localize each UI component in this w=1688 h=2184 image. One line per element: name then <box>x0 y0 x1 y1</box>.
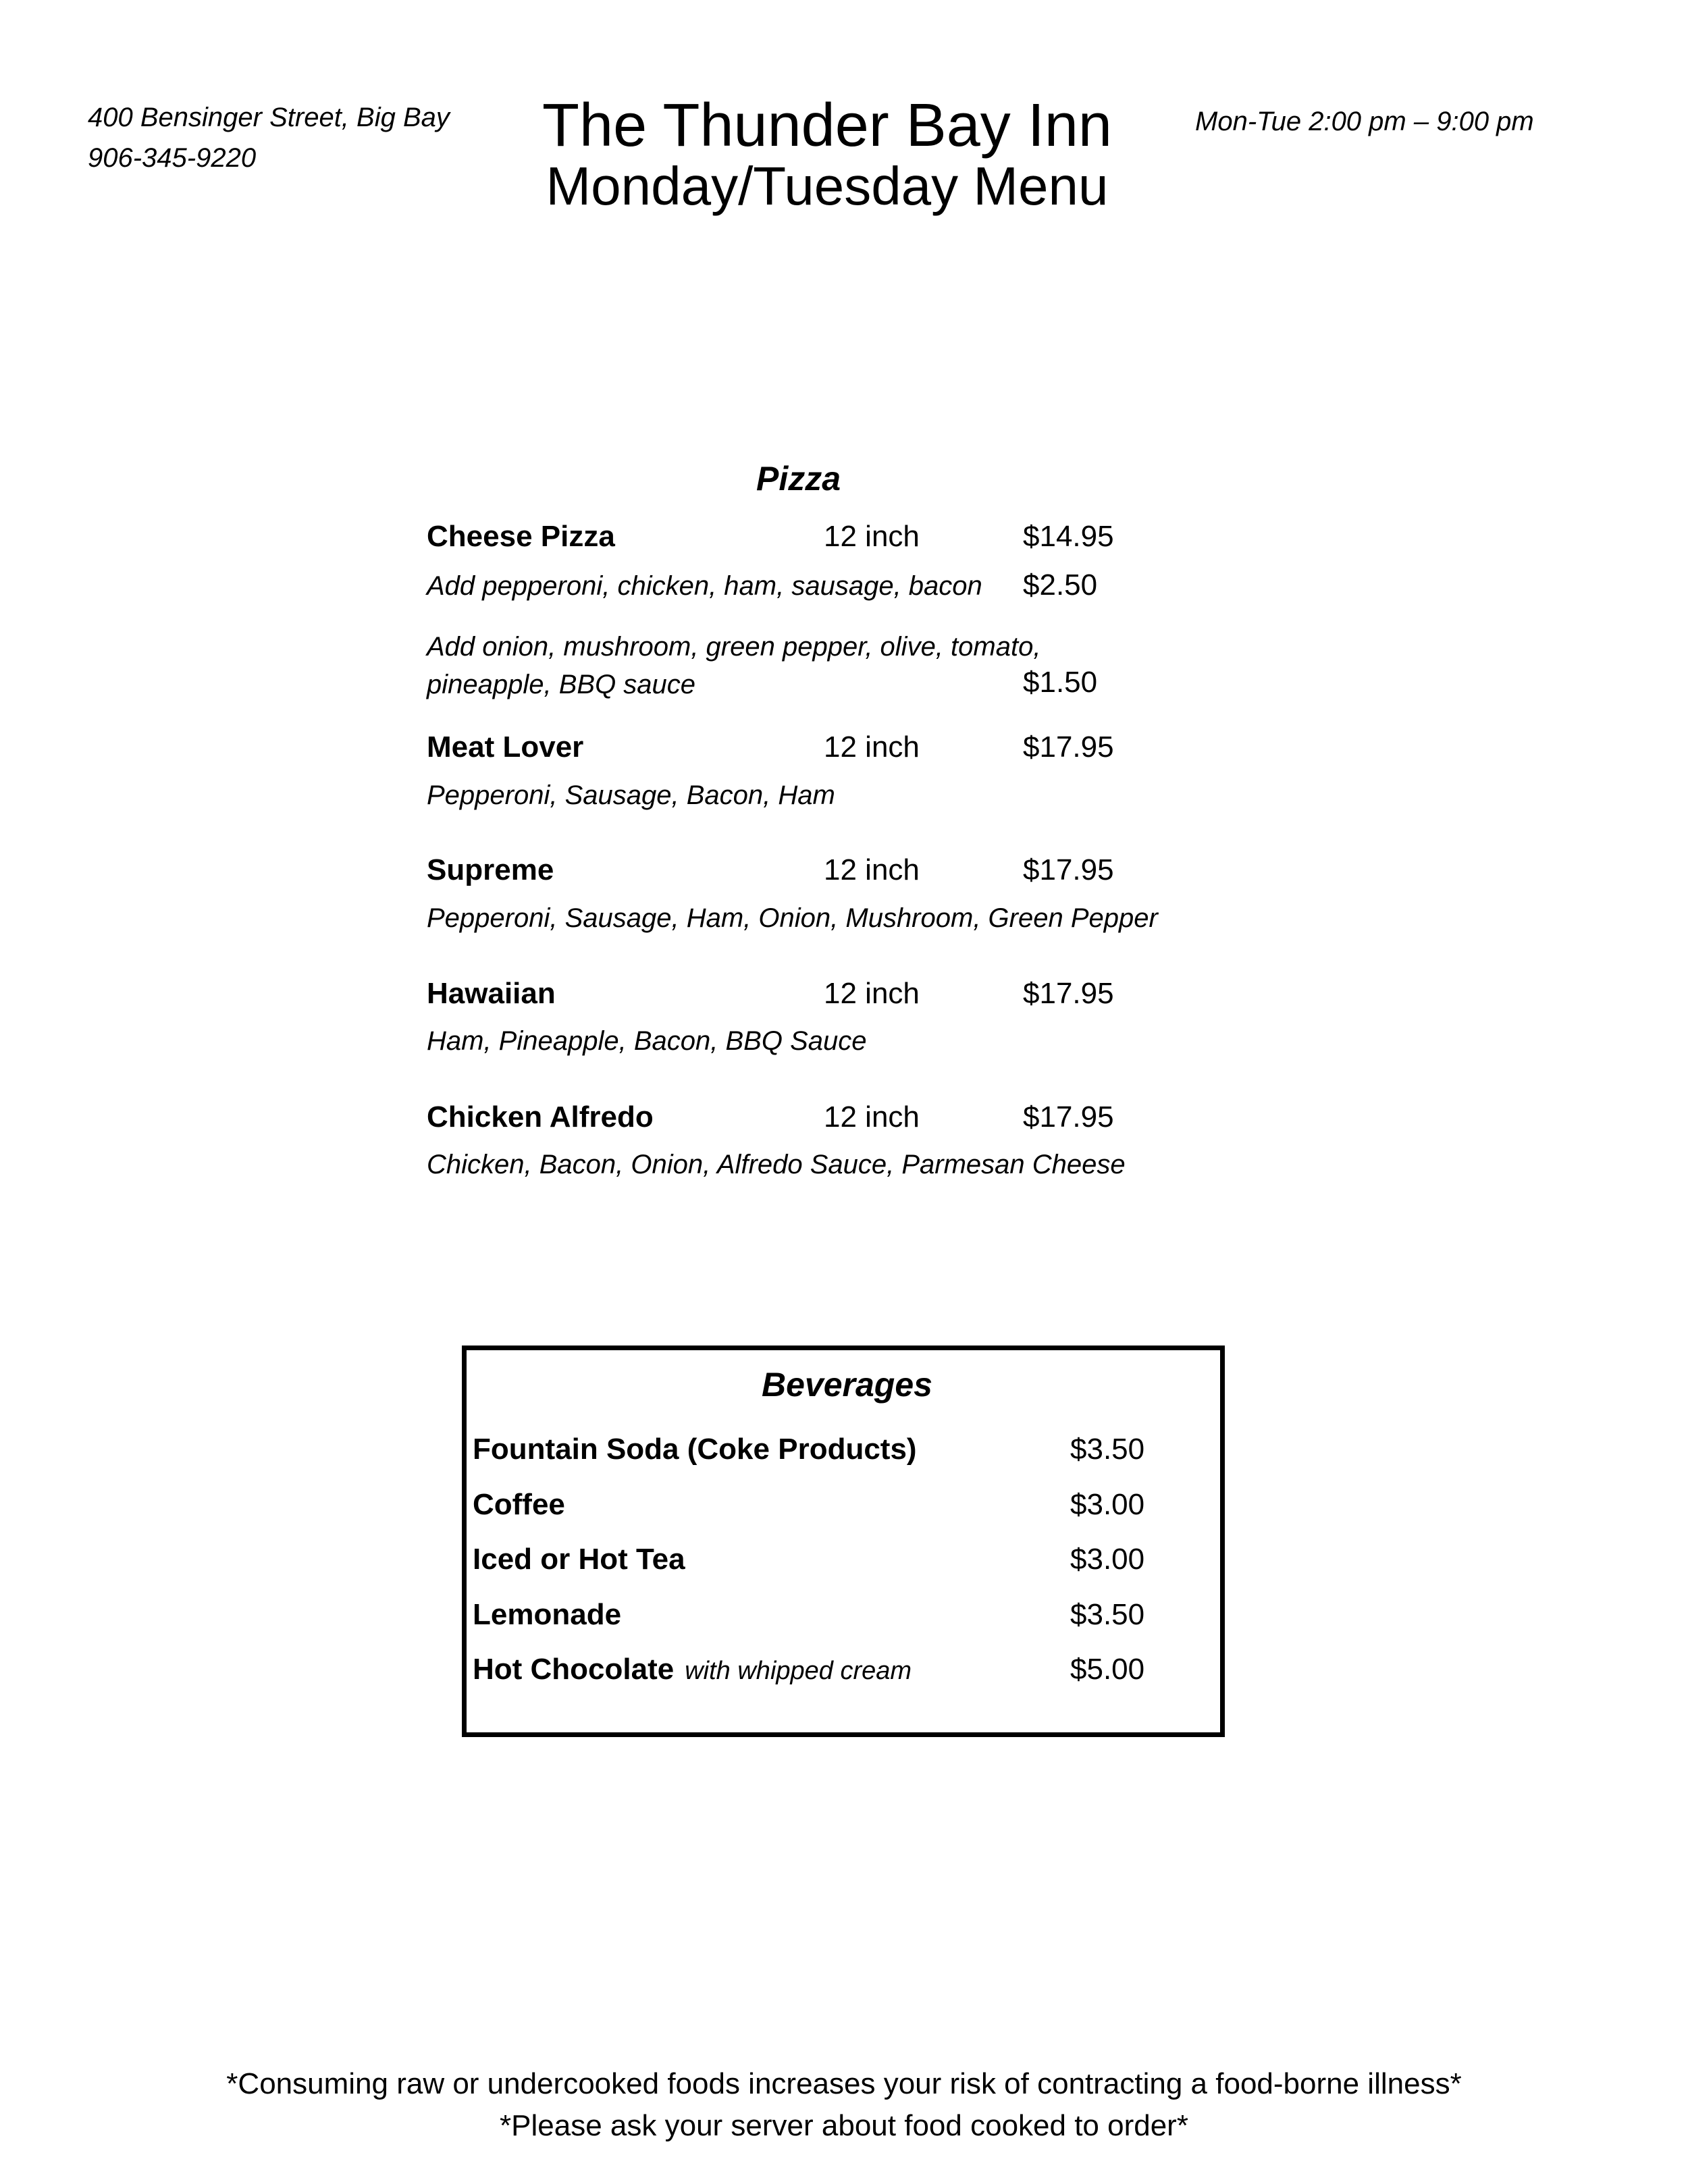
addon-price: $2.50 <box>1023 568 1098 602</box>
item-name: Supreme <box>427 853 554 886</box>
item-size: 12 inch <box>824 853 920 886</box>
address: 400 Bensinger Street, Big Bay <box>88 103 450 132</box>
item-name: Chicken Alfredo <box>427 1100 654 1134</box>
item-name: Hawaiian <box>427 977 556 1010</box>
addon-price: $1.50 <box>1023 666 1098 699</box>
beverage-name: Lemonade <box>473 1598 622 1631</box>
beverage-price: $3.50 <box>1070 1598 1145 1631</box>
page-title: The Thunder Bay Inn <box>542 92 1112 159</box>
addon-text-line1: Add onion, mushroom, green pepper, olive, tomato, <box>427 632 1041 662</box>
beverages-heading: Beverages <box>762 1366 932 1404</box>
item-description: Chicken, Bacon, Onion, Alfredo Sauce, Parmesan Cheese <box>427 1150 1126 1179</box>
beverage-price: $3.50 <box>1070 1433 1145 1466</box>
beverage-price: $3.00 <box>1070 1543 1145 1576</box>
beverage-note: with whipped cream <box>685 1657 912 1685</box>
addon-text: Add pepperoni, chicken, ham, sausage, bacon <box>427 571 982 601</box>
item-price: $17.95 <box>1023 730 1114 764</box>
beverage-name: Coffee <box>473 1488 565 1521</box>
item-name: Meat Lover <box>427 730 584 764</box>
item-size: 12 inch <box>824 520 920 553</box>
menu-subtitle: Monday/Tuesday Menu <box>546 156 1109 216</box>
item-size: 12 inch <box>824 1100 920 1134</box>
beverage-price: $5.00 <box>1070 1653 1145 1686</box>
beverage-price: $3.00 <box>1070 1488 1145 1521</box>
item-price: $17.95 <box>1023 853 1114 886</box>
cooked-to-order-notice: *Please ask your server about food cooked to order* <box>500 2109 1188 2142</box>
beverage-name-with-note <box>473 1653 912 1686</box>
beverage-name: Fountain Soda (Coke Products) <box>473 1433 917 1466</box>
food-safety-notice: *Consuming raw or undercooked foods increases your risk of contracting a food-borne illness* <box>226 2067 1462 2100</box>
item-price: $17.95 <box>1023 1100 1114 1134</box>
item-description: Ham, Pineapple, Bacon, BBQ Sauce <box>427 1026 867 1056</box>
pizza-heading: Pizza <box>756 460 841 498</box>
phone-number: 906-345-9220 <box>88 143 257 173</box>
beverage-name: Hot Chocolate <box>473 1653 675 1686</box>
beverage-name: Iced or Hot Tea <box>473 1543 685 1576</box>
opening-hours: Mon-Tue 2:00 pm – 9:00 pm <box>1195 107 1534 136</box>
addon-text-line2: pineapple, BBQ sauce <box>427 670 696 699</box>
item-description: Pepperoni, Sausage, Ham, Onion, Mushroom, Green Pepper <box>427 903 1158 933</box>
item-price: $17.95 <box>1023 977 1114 1010</box>
item-name: Cheese Pizza <box>427 520 615 553</box>
item-size: 12 inch <box>824 977 920 1010</box>
item-description: Pepperoni, Sausage, Bacon, Ham <box>427 780 835 810</box>
item-size: 12 inch <box>824 730 920 764</box>
item-price: $14.95 <box>1023 520 1114 553</box>
